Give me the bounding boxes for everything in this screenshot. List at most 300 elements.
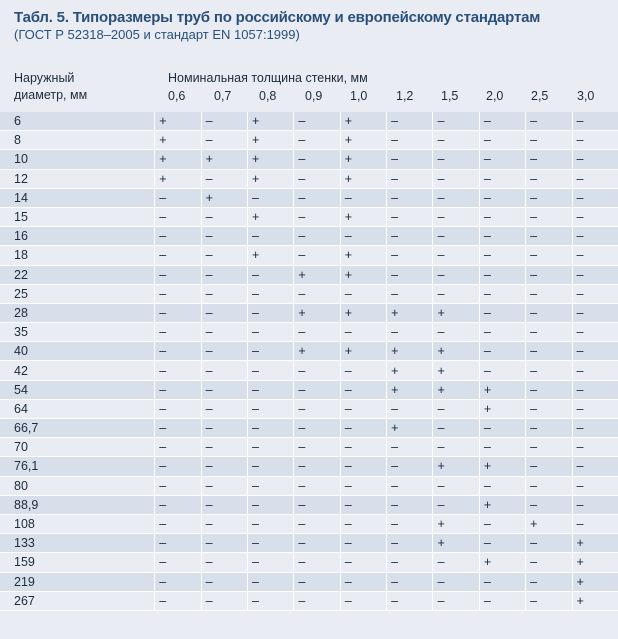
availability-cell: –	[433, 112, 479, 131]
availability-cell: –	[294, 514, 340, 533]
availability-cell: –	[294, 207, 340, 226]
availability-cell: +	[387, 419, 433, 438]
availability-cell: –	[248, 419, 294, 438]
availability-cell: –	[479, 323, 525, 342]
availability-cell: –	[294, 438, 340, 457]
header-thickness: Номинальная толщина стенки, мм	[168, 71, 368, 85]
availability-cell: –	[248, 323, 294, 342]
header-thickness-value: 0,6	[168, 89, 186, 103]
availability-cell: –	[387, 150, 433, 169]
availability-cell: –	[526, 150, 572, 169]
availability-cell: –	[201, 591, 247, 610]
outer-diameter-cell: 133	[0, 534, 155, 553]
availability-cell: –	[340, 572, 386, 591]
availability-cell: –	[294, 131, 340, 150]
availability-cell: –	[572, 495, 618, 514]
outer-diameter-cell: 54	[0, 380, 155, 399]
availability-cell: –	[526, 419, 572, 438]
availability-cell: –	[526, 207, 572, 226]
availability-cell: –	[526, 476, 572, 495]
availability-cell: +	[433, 534, 479, 553]
availability-cell: +	[479, 495, 525, 514]
availability-cell: –	[526, 265, 572, 284]
availability-cell: –	[340, 380, 386, 399]
availability-cell: –	[248, 342, 294, 361]
table-row	[0, 534, 618, 553]
availability-cell: –	[387, 553, 433, 572]
availability-cell: –	[201, 112, 247, 131]
availability-cell: +	[433, 380, 479, 399]
availability-cell: +	[340, 150, 386, 169]
availability-cell: +	[340, 169, 386, 188]
availability-cell: –	[340, 227, 386, 246]
outer-diameter-cell: 14	[0, 188, 155, 207]
availability-cell: –	[526, 169, 572, 188]
outer-diameter-cell: 159	[0, 553, 155, 572]
availability-cell: +	[433, 303, 479, 322]
availability-cell: –	[201, 553, 247, 572]
availability-cell: +	[433, 457, 479, 476]
availability-cell: –	[387, 438, 433, 457]
availability-cell: –	[155, 419, 201, 438]
availability-cell: –	[479, 476, 525, 495]
availability-cell: –	[248, 534, 294, 553]
table-row	[0, 438, 618, 457]
table-row	[0, 150, 618, 169]
availability-cell: –	[387, 207, 433, 226]
availability-cell: +	[155, 131, 201, 150]
availability-cell: –	[340, 553, 386, 572]
outer-diameter-cell: 28	[0, 303, 155, 322]
sizes-table-body	[0, 112, 618, 610]
availability-cell: +	[479, 399, 525, 418]
table-title: Табл. 5. Типоразмеры труб по российскому и европейскому стандартам	[14, 9, 541, 26]
availability-cell: –	[294, 361, 340, 380]
availability-cell: +	[340, 207, 386, 226]
outer-diameter-cell: 66,7	[0, 419, 155, 438]
table-row	[0, 476, 618, 495]
availability-cell: –	[201, 419, 247, 438]
availability-cell: –	[526, 246, 572, 265]
table-subtitle: (ГОСТ Р 52318–2005 и стандарт EN 1057:1999)	[14, 27, 300, 42]
availability-cell: –	[387, 131, 433, 150]
header-thickness-value: 3,0	[577, 89, 595, 103]
availability-cell: +	[479, 457, 525, 476]
table-row	[0, 361, 618, 380]
table-row	[0, 399, 618, 418]
availability-cell: –	[201, 495, 247, 514]
availability-cell: –	[201, 323, 247, 342]
availability-cell: –	[572, 112, 618, 131]
outer-diameter-cell: 8	[0, 131, 155, 150]
availability-cell: –	[572, 342, 618, 361]
outer-diameter-cell: 76,1	[0, 457, 155, 476]
availability-cell: –	[433, 572, 479, 591]
availability-cell: –	[155, 188, 201, 207]
availability-cell: –	[155, 534, 201, 553]
availability-cell: –	[433, 265, 479, 284]
availability-cell: +	[340, 246, 386, 265]
availability-cell: –	[155, 380, 201, 399]
availability-cell: –	[433, 591, 479, 610]
title-block	[14, 9, 610, 43]
availability-cell: –	[572, 303, 618, 322]
availability-cell: –	[248, 572, 294, 591]
availability-cell: –	[248, 457, 294, 476]
table-row	[0, 514, 618, 533]
outer-diameter-cell: 108	[0, 514, 155, 533]
availability-cell: –	[526, 572, 572, 591]
availability-cell: +	[248, 131, 294, 150]
availability-cell: –	[201, 207, 247, 226]
availability-cell: +	[340, 342, 386, 361]
outer-diameter-cell: 40	[0, 342, 155, 361]
outer-diameter-cell: 35	[0, 323, 155, 342]
availability-cell: –	[387, 534, 433, 553]
availability-cell: –	[387, 112, 433, 131]
availability-cell: –	[572, 361, 618, 380]
availability-cell: –	[201, 534, 247, 553]
table-row	[0, 457, 618, 476]
availability-cell: –	[572, 476, 618, 495]
availability-cell: –	[526, 457, 572, 476]
availability-cell: –	[387, 572, 433, 591]
availability-cell: +	[201, 188, 247, 207]
availability-cell: –	[433, 476, 479, 495]
availability-cell: –	[294, 419, 340, 438]
availability-cell: –	[387, 227, 433, 246]
availability-cell: +	[294, 303, 340, 322]
availability-cell: –	[387, 169, 433, 188]
availability-cell: –	[155, 399, 201, 418]
availability-cell: –	[433, 188, 479, 207]
availability-cell: –	[155, 457, 201, 476]
availability-cell: +	[340, 265, 386, 284]
table-row	[0, 553, 618, 572]
table-row	[0, 323, 618, 342]
availability-cell: –	[479, 227, 525, 246]
availability-cell: –	[387, 399, 433, 418]
availability-cell: –	[248, 553, 294, 572]
availability-cell: –	[248, 514, 294, 533]
availability-cell: –	[248, 438, 294, 457]
availability-cell: –	[294, 399, 340, 418]
availability-cell: –	[155, 514, 201, 533]
availability-cell: +	[572, 553, 618, 572]
availability-cell: –	[479, 572, 525, 591]
availability-cell: +	[340, 112, 386, 131]
availability-cell: –	[572, 457, 618, 476]
availability-cell: –	[201, 438, 247, 457]
table-row	[0, 419, 618, 438]
outer-diameter-cell: 219	[0, 572, 155, 591]
header-thickness-value: 0,7	[214, 89, 232, 103]
availability-cell: –	[155, 207, 201, 226]
availability-cell: –	[572, 514, 618, 533]
availability-cell: –	[294, 246, 340, 265]
availability-cell: +	[294, 342, 340, 361]
availability-cell: +	[248, 150, 294, 169]
availability-cell: –	[155, 323, 201, 342]
availability-cell: –	[526, 188, 572, 207]
header-thickness-value: 1,2	[396, 89, 414, 103]
availability-cell: +	[387, 380, 433, 399]
outer-diameter-cell: 18	[0, 246, 155, 265]
availability-cell: –	[479, 112, 525, 131]
availability-cell: –	[479, 131, 525, 150]
availability-cell: –	[155, 265, 201, 284]
sizes-table	[0, 112, 618, 611]
availability-cell: –	[340, 534, 386, 553]
availability-cell: –	[340, 399, 386, 418]
availability-cell: –	[572, 323, 618, 342]
outer-diameter-cell: 88,9	[0, 495, 155, 514]
availability-cell: –	[248, 188, 294, 207]
availability-cell: –	[387, 514, 433, 533]
table-row	[0, 303, 618, 322]
availability-cell: –	[387, 323, 433, 342]
availability-cell: –	[433, 207, 479, 226]
availability-cell: –	[433, 284, 479, 303]
availability-cell: –	[526, 438, 572, 457]
availability-cell: –	[340, 284, 386, 303]
availability-cell: –	[526, 495, 572, 514]
availability-cell: –	[479, 342, 525, 361]
availability-cell: –	[479, 169, 525, 188]
availability-cell: –	[294, 380, 340, 399]
availability-cell: –	[340, 495, 386, 514]
availability-cell: –	[248, 591, 294, 610]
header-thickness-value: 0,9	[305, 89, 323, 103]
availability-cell: –	[201, 246, 247, 265]
availability-cell: –	[526, 342, 572, 361]
availability-cell: –	[479, 303, 525, 322]
availability-cell: +	[433, 342, 479, 361]
header-diameter	[14, 70, 87, 104]
availability-cell: –	[201, 457, 247, 476]
availability-cell: –	[340, 419, 386, 438]
availability-cell: –	[572, 380, 618, 399]
availability-cell: +	[433, 361, 479, 380]
availability-cell: +	[155, 112, 201, 131]
availability-cell: –	[155, 591, 201, 610]
availability-cell: +	[340, 303, 386, 322]
availability-cell: –	[340, 476, 386, 495]
availability-cell: –	[294, 112, 340, 131]
availability-cell: –	[526, 303, 572, 322]
availability-cell: –	[572, 131, 618, 150]
availability-cell: –	[294, 457, 340, 476]
table-row	[0, 246, 618, 265]
availability-cell: –	[433, 323, 479, 342]
outer-diameter-cell: 16	[0, 227, 155, 246]
availability-cell: –	[340, 438, 386, 457]
availability-cell: –	[433, 131, 479, 150]
availability-cell: –	[155, 284, 201, 303]
availability-cell: –	[433, 150, 479, 169]
availability-cell: –	[201, 380, 247, 399]
availability-cell: +	[155, 169, 201, 188]
outer-diameter-cell: 15	[0, 207, 155, 226]
header-thickness-value: 2,0	[486, 89, 504, 103]
table-row	[0, 591, 618, 610]
availability-cell: –	[387, 188, 433, 207]
availability-cell: –	[433, 419, 479, 438]
availability-cell: –	[294, 188, 340, 207]
availability-cell: –	[479, 265, 525, 284]
availability-cell: –	[294, 284, 340, 303]
availability-cell: +	[572, 534, 618, 553]
availability-cell: –	[248, 303, 294, 322]
availability-cell: –	[340, 188, 386, 207]
outer-diameter-cell: 12	[0, 169, 155, 188]
header-thickness-value: 0,8	[259, 89, 277, 103]
availability-cell: –	[526, 361, 572, 380]
availability-cell: –	[526, 591, 572, 610]
availability-cell: +	[572, 591, 618, 610]
availability-cell: +	[155, 150, 201, 169]
availability-cell: –	[294, 591, 340, 610]
availability-cell: –	[572, 188, 618, 207]
availability-cell: –	[155, 572, 201, 591]
availability-cell: –	[387, 495, 433, 514]
outer-diameter-cell: 25	[0, 284, 155, 303]
availability-cell: –	[340, 457, 386, 476]
availability-cell: –	[387, 284, 433, 303]
header-diameter-line2: диаметр, мм	[14, 88, 88, 102]
availability-cell: –	[294, 227, 340, 246]
availability-cell: –	[294, 476, 340, 495]
availability-cell: –	[201, 342, 247, 361]
availability-cell: –	[201, 131, 247, 150]
table-row	[0, 207, 618, 226]
availability-cell: –	[294, 495, 340, 514]
availability-cell: –	[572, 150, 618, 169]
table-row	[0, 572, 618, 591]
availability-cell: +	[433, 514, 479, 533]
availability-cell: –	[572, 419, 618, 438]
availability-cell: –	[201, 169, 247, 188]
table-row	[0, 131, 618, 150]
availability-cell: –	[526, 380, 572, 399]
availability-cell: –	[479, 284, 525, 303]
availability-cell: –	[294, 553, 340, 572]
availability-cell: –	[201, 361, 247, 380]
availability-cell: –	[201, 514, 247, 533]
header-thickness-value: 1,5	[441, 89, 459, 103]
availability-cell: –	[201, 284, 247, 303]
availability-cell: –	[526, 112, 572, 131]
availability-cell: –	[387, 591, 433, 610]
table-row	[0, 380, 618, 399]
availability-cell: +	[201, 150, 247, 169]
availability-cell: –	[479, 150, 525, 169]
availability-cell: –	[155, 342, 201, 361]
availability-cell: –	[433, 227, 479, 246]
availability-cell: –	[433, 553, 479, 572]
availability-cell: –	[294, 150, 340, 169]
availability-cell: –	[387, 476, 433, 495]
availability-cell: +	[572, 572, 618, 591]
availability-cell: –	[201, 265, 247, 284]
header-diameter-line1: Наружный	[14, 71, 75, 85]
table-header	[0, 68, 618, 112]
availability-cell: +	[387, 303, 433, 322]
availability-cell: –	[294, 169, 340, 188]
availability-cell: +	[479, 380, 525, 399]
availability-cell: –	[248, 399, 294, 418]
availability-cell: –	[248, 284, 294, 303]
availability-cell: –	[248, 476, 294, 495]
availability-cell: –	[387, 265, 433, 284]
availability-cell: –	[340, 591, 386, 610]
outer-diameter-cell: 64	[0, 399, 155, 418]
availability-cell: +	[294, 265, 340, 284]
availability-cell: –	[248, 227, 294, 246]
outer-diameter-cell: 6	[0, 112, 155, 131]
outer-diameter-cell: 42	[0, 361, 155, 380]
availability-cell: –	[155, 246, 201, 265]
availability-cell: –	[526, 553, 572, 572]
availability-cell: –	[572, 246, 618, 265]
availability-cell: –	[479, 419, 525, 438]
availability-cell: –	[572, 265, 618, 284]
availability-cell: –	[433, 438, 479, 457]
table-row	[0, 265, 618, 284]
availability-cell: +	[526, 514, 572, 533]
availability-cell: +	[248, 207, 294, 226]
availability-cell: –	[155, 495, 201, 514]
availability-cell: –	[294, 323, 340, 342]
availability-cell: –	[201, 476, 247, 495]
availability-cell: –	[479, 361, 525, 380]
availability-cell: –	[294, 572, 340, 591]
availability-cell: +	[340, 131, 386, 150]
availability-cell: –	[572, 207, 618, 226]
availability-cell: –	[155, 553, 201, 572]
availability-cell: –	[248, 361, 294, 380]
availability-cell: +	[479, 553, 525, 572]
availability-cell: –	[387, 246, 433, 265]
availability-cell: –	[479, 438, 525, 457]
availability-cell: –	[201, 572, 247, 591]
availability-cell: –	[201, 399, 247, 418]
outer-diameter-cell: 80	[0, 476, 155, 495]
availability-cell: –	[201, 227, 247, 246]
availability-cell: –	[155, 303, 201, 322]
availability-cell: –	[248, 265, 294, 284]
table-row	[0, 342, 618, 361]
availability-cell: –	[340, 361, 386, 380]
availability-cell: –	[387, 457, 433, 476]
availability-cell: –	[433, 495, 479, 514]
availability-cell: –	[433, 169, 479, 188]
availability-cell: –	[294, 534, 340, 553]
availability-cell: –	[248, 380, 294, 399]
availability-cell: –	[526, 227, 572, 246]
outer-diameter-cell: 10	[0, 150, 155, 169]
outer-diameter-cell: 267	[0, 591, 155, 610]
availability-cell: –	[479, 246, 525, 265]
availability-cell: –	[572, 227, 618, 246]
availability-cell: +	[387, 361, 433, 380]
availability-cell: –	[201, 303, 247, 322]
availability-cell: –	[479, 207, 525, 226]
availability-cell: –	[572, 169, 618, 188]
table-row	[0, 495, 618, 514]
availability-cell: –	[155, 361, 201, 380]
availability-cell: +	[248, 246, 294, 265]
